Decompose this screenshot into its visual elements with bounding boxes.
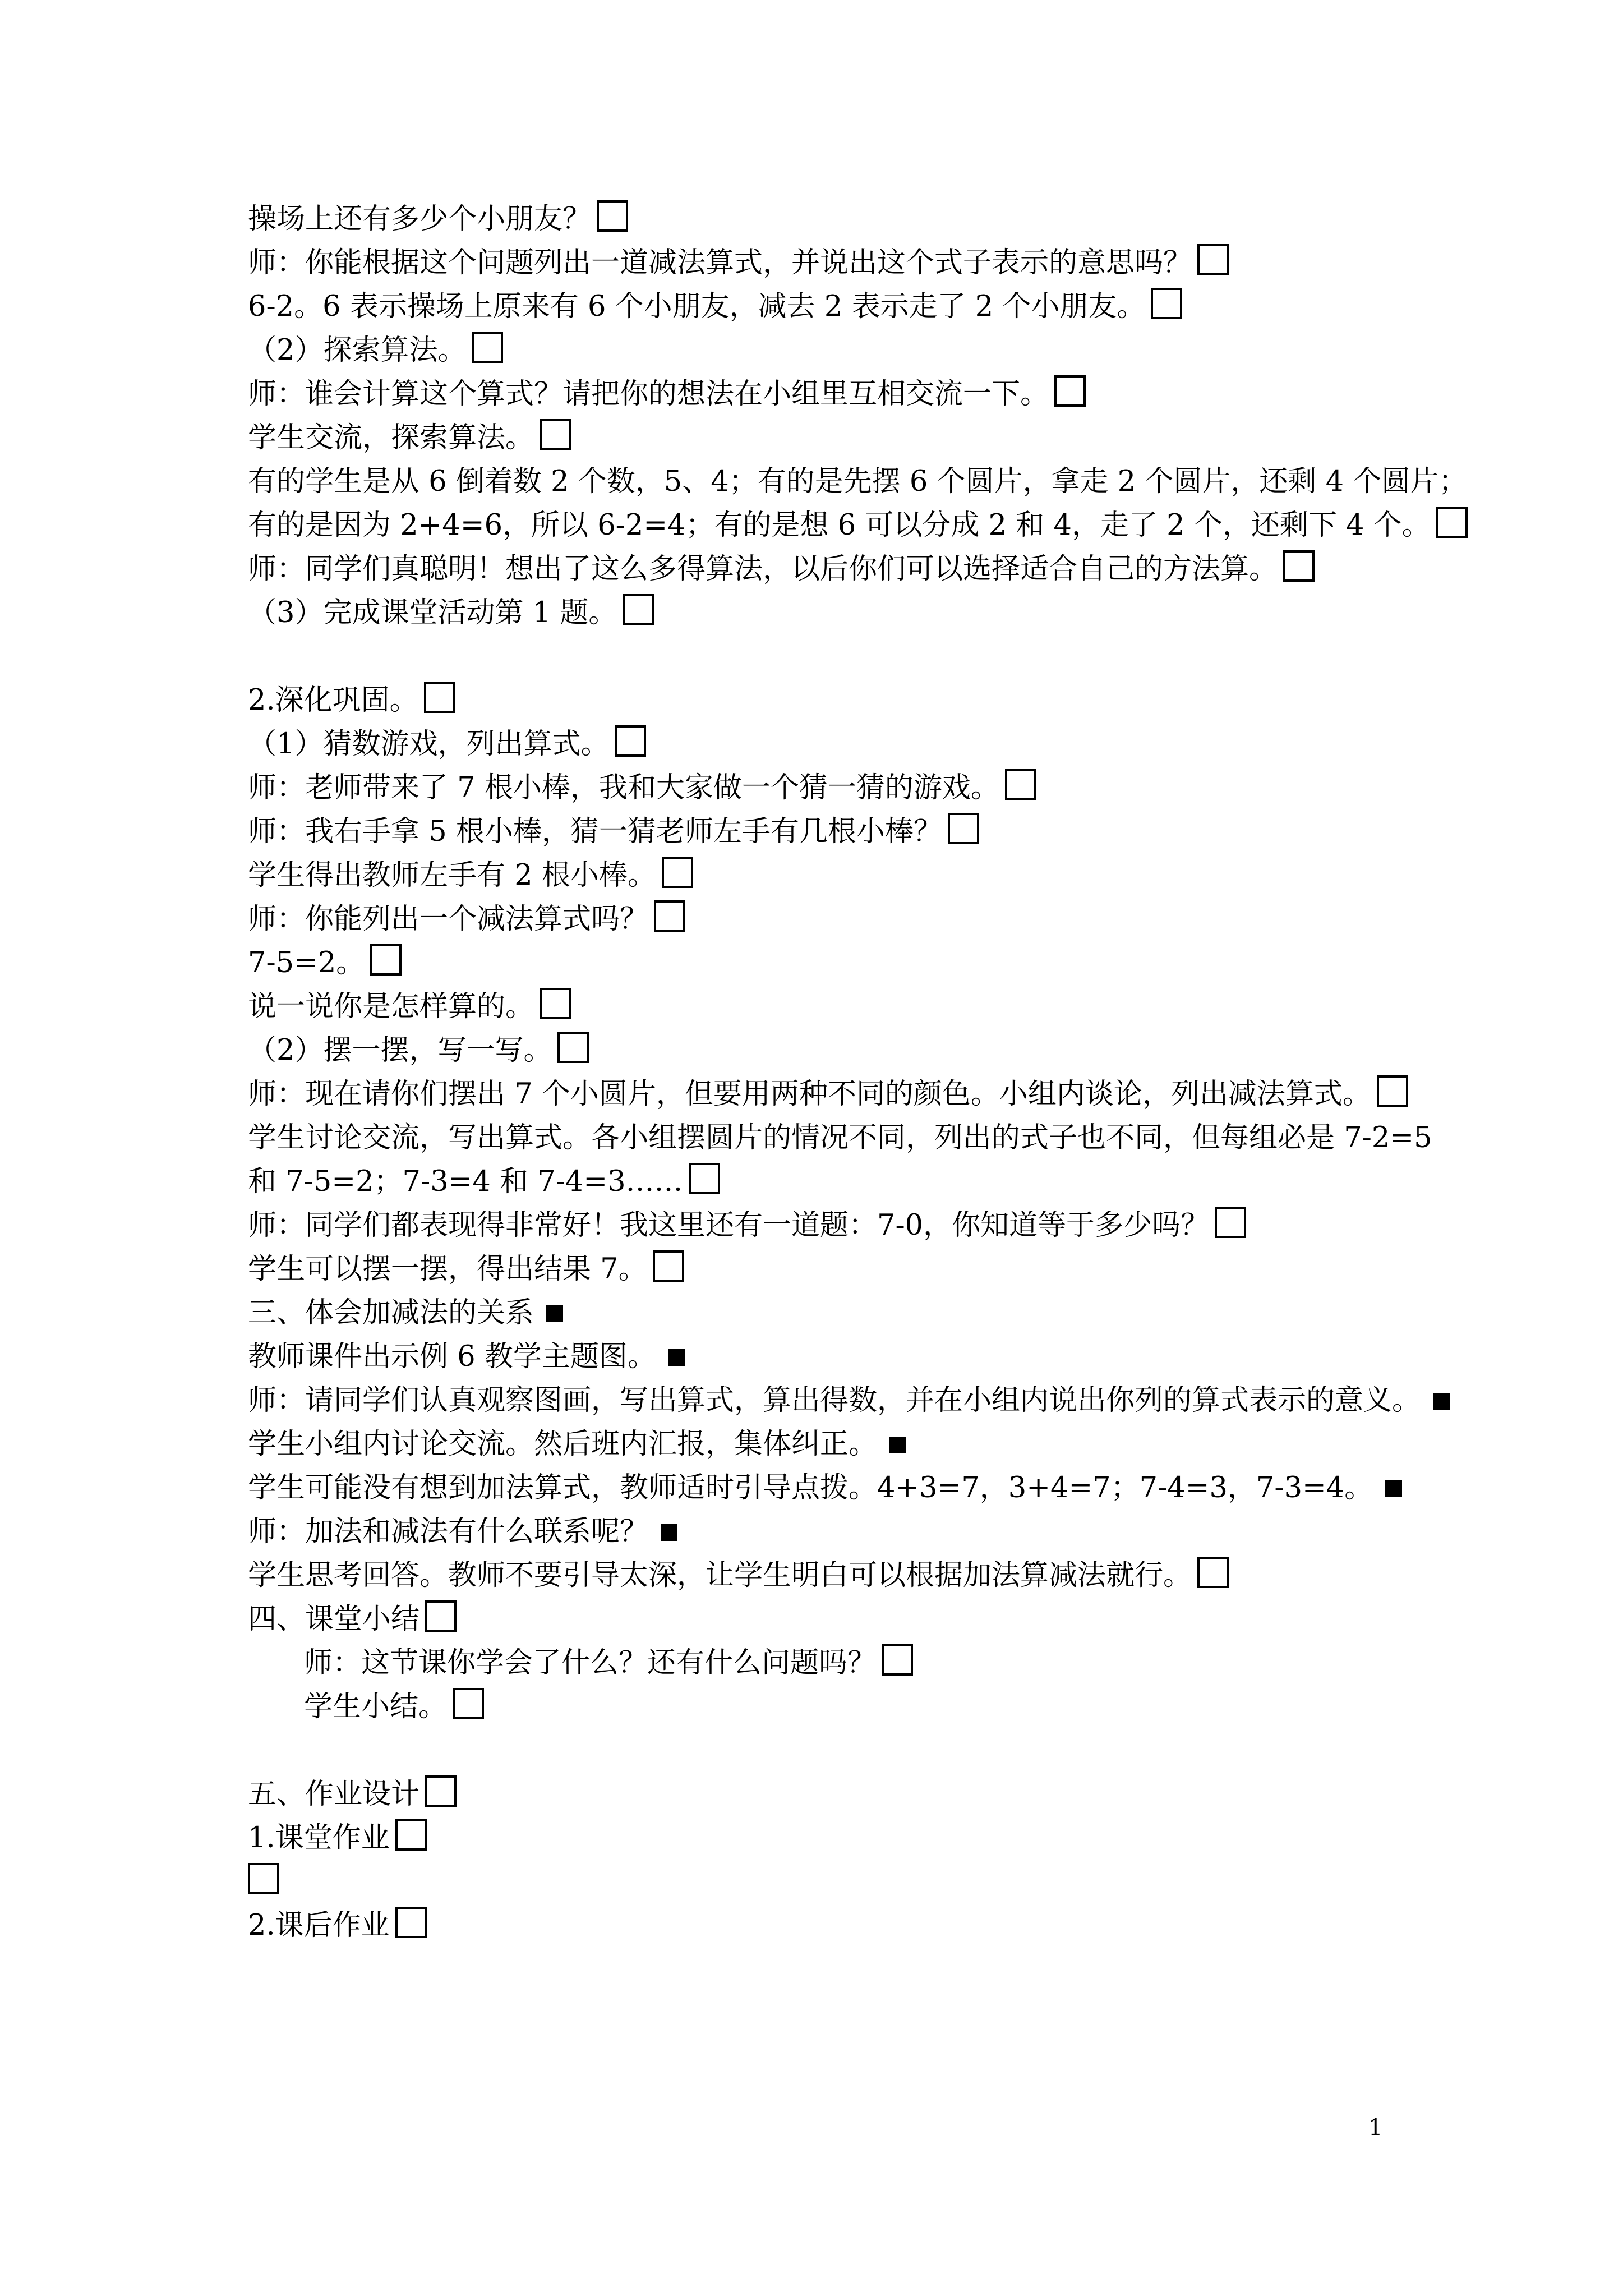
text-line	[248, 1335, 1414, 1379]
checkbox[interactable]	[948, 813, 979, 844]
text-line	[248, 679, 1414, 723]
text-line	[248, 197, 1414, 241]
text-line	[248, 1029, 1414, 1073]
line-text: 五、作业设计	[248, 1778, 420, 1811]
line-text: 学生讨论交流，写出算式。各小组摆圆片的情况不同，列出的式子也不同，但每组必是 7-2=5	[248, 1121, 1432, 1154]
text-line	[248, 854, 1414, 898]
text-line	[248, 1466, 1414, 1510]
line-text: 2.深化巩固。	[248, 684, 418, 717]
text-line	[248, 1598, 1414, 1641]
text-line	[248, 547, 1414, 591]
line-text: 师：请同学们认真观察图画，写出算式，算出得数，并在小组内说出你列的算式表示的意义。	[248, 1384, 1421, 1417]
text-line	[248, 460, 1468, 504]
text-line	[248, 329, 1414, 372]
checkbox[interactable]	[540, 988, 571, 1019]
text-line	[248, 723, 1414, 766]
checkbox[interactable]	[689, 1163, 720, 1194]
line-text: 师：同学们真聪明！想出了这么多得算法，以后你们可以选择适合自己的方法算。	[248, 553, 1278, 586]
line-text: 师：同学们都表现得非常好！我这里还有一道题：7-0，你知道等于多少吗？	[248, 1209, 1210, 1242]
line-text: 1.课堂作业	[248, 1821, 390, 1855]
text-line	[248, 1379, 1421, 1423]
checkbox[interactable]	[597, 200, 628, 232]
line-text: 师：我右手拿 5 根小棒，猜一猜老师左手有几根小棒？	[248, 815, 942, 848]
text-line	[248, 1904, 1414, 1948]
line-text: 学生交流，探索算法。	[248, 421, 534, 454]
text-line	[248, 1554, 1414, 1598]
line-text: 师：现在请你们摆出 7 个小圆片，但要用两种不同的颜色。小组内谈论，列出减法算式。	[248, 1078, 1371, 1111]
checkbox[interactable]	[1436, 507, 1468, 538]
text-line	[248, 1248, 1414, 1291]
checkbox[interactable]	[1151, 288, 1182, 319]
line-text: 师：你能根据这个问题列出一道减法算式，并说出这个式子表示的意思吗？	[248, 246, 1192, 279]
text-line	[248, 1204, 1414, 1248]
line-text: 师：这节课你学会了什么？还有什么问题吗？	[304, 1646, 877, 1680]
text-line	[248, 1073, 1414, 1116]
text-line	[248, 372, 1414, 416]
text-line	[248, 985, 1414, 1029]
text-line	[248, 1816, 1414, 1860]
filled-square-icon	[1433, 1393, 1450, 1410]
checkbox[interactable]	[395, 1819, 427, 1851]
filled-square-icon	[668, 1349, 685, 1366]
line-text: 学生可能没有想到加法算式，教师适时引导点拨。4+3=7，3+4=7；7-4=3，7-3=4。	[248, 1471, 1373, 1504]
line-text: （3）完成课堂活动第 1 题。	[248, 596, 617, 629]
checkbox[interactable]	[1283, 550, 1315, 582]
text-line	[248, 1685, 1414, 1729]
checkbox[interactable]	[662, 857, 693, 888]
line-text: 学生思考回答。教师不要引导太深，让学生明白可以根据加法算减法就行。	[248, 1559, 1192, 1592]
line-text: 操场上还有多少个小朋友？	[248, 203, 592, 236]
text-line	[248, 241, 1414, 285]
line-text: 2.课后作业	[248, 1909, 390, 1942]
line-text: 和 7-5=2；7-3=4 和 7-4=3……	[248, 1165, 683, 1198]
text-line	[248, 1641, 1414, 1685]
checkbox[interactable]	[248, 1863, 279, 1894]
text-line	[248, 1116, 1432, 1160]
checkbox[interactable]	[623, 594, 654, 625]
text-line	[248, 1860, 1414, 1904]
checkbox[interactable]	[1215, 1207, 1246, 1238]
line-text: 有的学生是从 6 倒着数 2 个数，5、4；有的是先摆 6 个圆片，拿走 2 个圆片，还剩 4 个圆片；	[248, 465, 1468, 498]
text-line	[248, 898, 1414, 941]
checkbox[interactable]	[653, 1250, 684, 1282]
checkbox[interactable]	[557, 1032, 589, 1063]
checkbox[interactable]	[370, 944, 402, 976]
line-text: 有的是因为 2+4=6，所以 6-2=4；有的是想 6 可以分成 2 和 4，走了 2 个，还剩下 4 个。	[248, 509, 1431, 542]
line-text: 教师课件出示例 6 教学主题图。	[248, 1340, 656, 1373]
text-line	[248, 941, 1414, 985]
text-line	[248, 810, 1414, 854]
line-text: 学生小结。	[304, 1690, 448, 1723]
text-line	[248, 416, 1414, 460]
text-line	[248, 1291, 1414, 1335]
checkbox[interactable]	[615, 725, 646, 757]
text-line	[248, 1510, 1414, 1554]
line-text: 说一说你是怎样算的。	[248, 990, 534, 1023]
line-text: 学生可以摆一摆，得出结果 7。	[248, 1253, 647, 1286]
page-number: 1	[1368, 2115, 1383, 2141]
filled-square-icon	[1385, 1480, 1402, 1497]
checkbox[interactable]	[425, 1600, 457, 1632]
spacer	[248, 635, 1414, 679]
text-line	[248, 285, 1414, 329]
line-text: 四、课堂小结	[248, 1603, 420, 1636]
spacer	[248, 1729, 1414, 1773]
text-line	[248, 766, 1414, 810]
checkbox[interactable]	[1197, 244, 1229, 275]
text-line	[248, 504, 1431, 547]
checkbox[interactable]	[1054, 375, 1086, 407]
text-line	[248, 1423, 1414, 1466]
line-text: （1）猜数游戏，列出算式。	[248, 728, 610, 761]
line-text: 6-2。6 表示操场上原来有 6 个小朋友，减去 2 表示走了 2 个小朋友。	[248, 290, 1146, 323]
text-line	[248, 1773, 1414, 1816]
line-text: 师：谁会计算这个算式？请把你的想法在小组里互相交流一下。	[248, 378, 1049, 411]
checkbox[interactable]	[1197, 1557, 1229, 1588]
line-text: 师：老师带来了 7 根小棒，我和大家做一个猜一猜的游戏。	[248, 771, 999, 804]
checkbox[interactable]	[424, 682, 455, 713]
line-text: 7-5=2。	[248, 946, 365, 979]
line-text: 学生小组内讨论交流。然后班内汇报，集体纠正。	[248, 1428, 878, 1461]
line-text: （2）探索算法。	[248, 334, 467, 367]
text-line	[248, 1160, 1414, 1204]
document-body	[248, 197, 1468, 1948]
filled-square-icon	[661, 1524, 677, 1541]
checkbox[interactable]	[472, 332, 503, 363]
checkbox[interactable]	[395, 1907, 427, 1938]
checkbox[interactable]	[453, 1688, 484, 1719]
checkbox[interactable]	[882, 1644, 913, 1676]
filled-square-icon	[889, 1437, 906, 1453]
checkbox[interactable]	[540, 419, 571, 450]
checkbox[interactable]	[425, 1775, 457, 1807]
text-line	[248, 591, 1414, 635]
filled-square-icon	[546, 1305, 563, 1322]
line-text: 三、体会加减法的关系	[248, 1296, 534, 1329]
checkbox[interactable]	[1005, 769, 1036, 800]
checkbox[interactable]	[1377, 1075, 1408, 1107]
line-text: （2）摆一摆，写一写。	[248, 1034, 552, 1067]
line-text: 师：你能列出一个减法算式吗？	[248, 903, 649, 936]
checkbox[interactable]	[654, 900, 685, 932]
line-text: 师：加法和减法有什么联系呢？	[248, 1515, 649, 1548]
line-text: 学生得出教师左手有 2 根小棒。	[248, 859, 656, 892]
